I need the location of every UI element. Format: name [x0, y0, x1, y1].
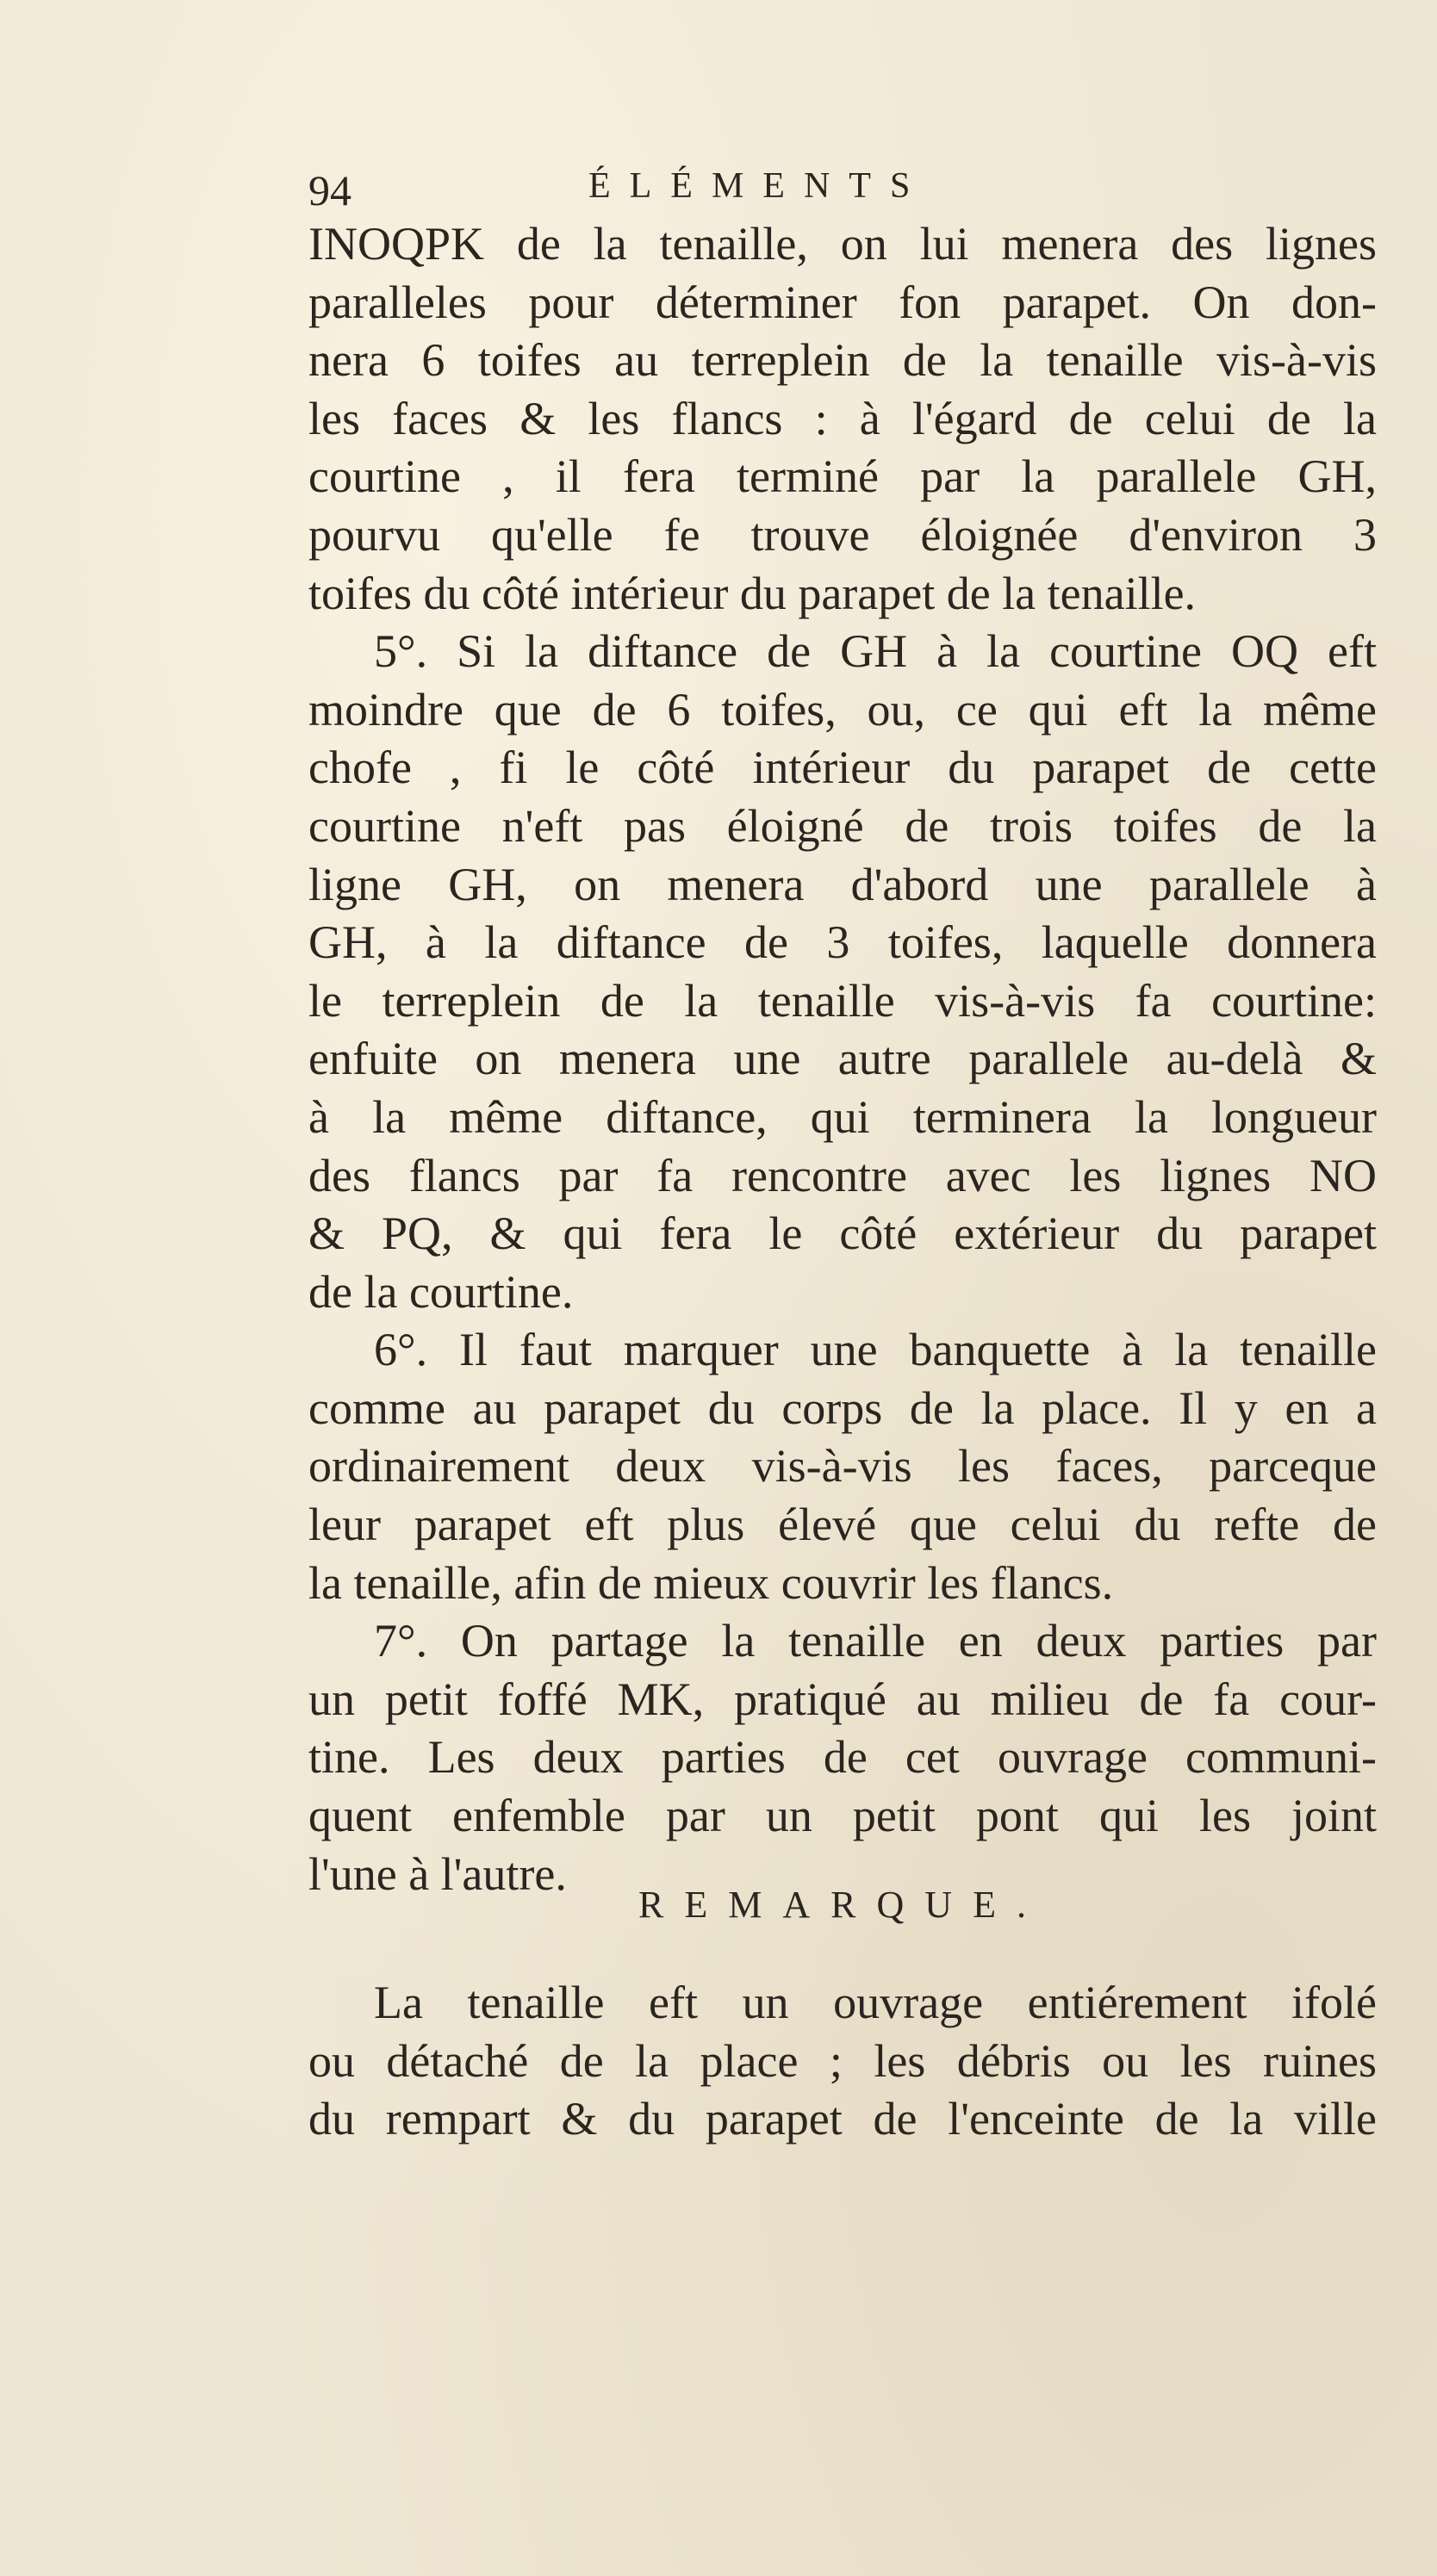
text-line: toifes du côté intérieur du parapet de la tenaille. — [308, 567, 1197, 619]
text-line: ordinairement deux vis-à-vis les faces, parceque — [308, 1440, 1377, 1493]
text-line: tine. Les deux parties de cet ouvrage communi- — [308, 1731, 1377, 1784]
remarque-text — [308, 1974, 1377, 2149]
text-line: le terreplein de la tenaille vis-à-vis fa courtine: — [308, 974, 1377, 1027]
text-line: courtine , il fera terminé par la parallele GH, — [308, 450, 1377, 503]
text-line: ligne GH, on menera d'abord une parallele à — [308, 858, 1377, 910]
text-line: des flancs par fa rencontre avec les lignes NO — [308, 1149, 1377, 1201]
text-line: chofe , fi le côté intérieur du parapet de cette — [308, 742, 1377, 794]
text-line: ou détaché de la place ; les débris ou les ruines — [308, 2034, 1377, 2087]
text-line: à la même diftance, qui terminera la longueur — [308, 1090, 1377, 1143]
page-number: 94 — [308, 166, 351, 214]
text-line: 6°. Il faut marquer une banquette à la tenaille — [374, 1324, 1377, 1376]
text-line: quent enfemble par un petit pont qui les joint — [308, 1790, 1377, 1842]
text-line: de la courtine. — [308, 1265, 574, 1318]
text-line: pourvu qu'elle fe trouve éloignée d'environ 3 — [308, 508, 1377, 561]
text-line: enfuite on menera une autre parallele au-delà & — [308, 1033, 1377, 1085]
text-line: 7°. On partage la tenaille en deux parties par — [374, 1615, 1377, 1667]
text-line: leur parapet eft plus élevé que celui du refte de — [308, 1499, 1377, 1551]
text-line: du rempart & du parapet de l'enceinte de la ville — [308, 2093, 1377, 2145]
main-text — [308, 215, 1377, 1903]
text-line: 5°. Si la diftance de GH à la courtine OQ eft — [374, 625, 1377, 678]
text-line: un petit foffé MK, pratiqué au milieu de fa cour- — [308, 1673, 1377, 1725]
text-line: GH, à la diftance de 3 toifes, laquelle donnera — [308, 916, 1377, 969]
running-title: ÉLÉMENTS — [588, 166, 930, 206]
text-line: & PQ, & qui fera le côté extérieur du parapet — [308, 1207, 1377, 1260]
text-line: La tenaille eft un ouvrage entiérement ifolé — [374, 1977, 1377, 2028]
text-line: les faces & les flancs : à l'égard de celui de la — [308, 392, 1377, 444]
text-line: moindre que de 6 toifes, ou, ce qui eft la même — [308, 683, 1377, 736]
text-line: courtine n'eft pas éloigné de trois toifes de la — [308, 799, 1377, 852]
text-line: l'une à l'autre. — [308, 1847, 567, 1900]
remarque-heading: REMARQUE. — [638, 1884, 1047, 1926]
text-line: la tenaille, afin de mieux couvrir les flancs. — [308, 1556, 1114, 1609]
text-line: comme au parapet du corps de la place. Il y en a — [308, 1381, 1377, 1434]
text-line: INOQPK de la tenaille, on lui menera des lignes — [308, 218, 1377, 270]
text-line: nera 6 toifes au terreplein de la tenaille vis-à-vis — [308, 334, 1377, 387]
text-line: paralleles pour déterminer fon parapet. On don- — [308, 276, 1377, 328]
